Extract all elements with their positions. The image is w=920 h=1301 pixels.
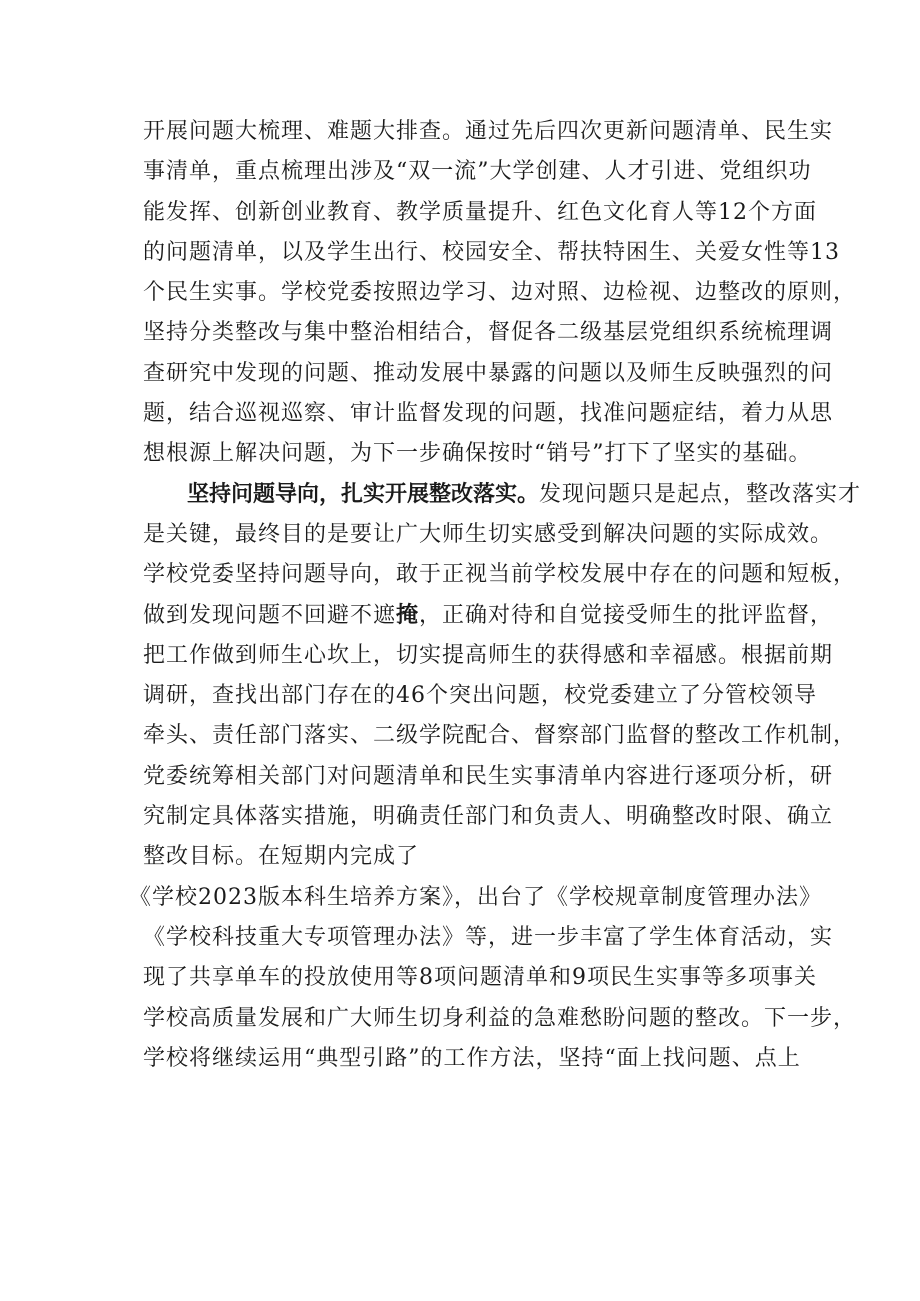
paragraph-text: ，正确对待和自觉接受师生的批评监督， [419,602,834,628]
paragraph-line: 《学校2023版本科生培养方案》，出台了《学校规章制度管理办法》 [129,884,822,910]
document-body [129,112,862,1079]
paragraph-line: 坚持分类整改与集中整治相结合，督促各二级基层党组织系统梳理调 [143,320,834,346]
paragraph-line: 究制定具体落实措施，明确责任部门和负责人、明确整改时限、确立 [143,804,834,830]
paragraph-line: 是关键，最终目的是要让广大师生切实感受到解决问题的实际成效。 [143,521,834,547]
paragraph-line: 党委统筹相关部门对问题清单和民生实事清单内容进行逐项分析，研 [143,763,834,789]
paragraph-line: 题，结合巡视巡察、审计监督发现的问题，找准问题症结，着力从思 [143,401,834,427]
paragraph-line: 把工作做到师生心坎上，切实提高师生的获得感和幸福感。根据前期 [143,642,834,668]
paragraph-line: 学校将继续运用“典型引路”的工作方法，坚持“面上找问题、点上 [143,1045,801,1071]
paragraph-heading: 坚持问题导向，扎实开展整改落实。 [187,481,540,507]
paragraph-line: 开展问题大梳理、难题大排查。通过先后四次更新问题清单、民生实 [143,119,834,144]
paragraph-line: 想根源上解决问题，为下一步确保按时“销号”打下了坚实的基础。 [143,441,812,467]
paragraph-line: 个民生实事。学校党委按照边学习、边对照、边检视、边整改的原则， [143,280,857,306]
paragraph-text: 做到发现问题不回避不遮 [143,602,397,628]
paragraph-first-line [143,475,862,515]
paragraph-line: 现了共享单车的投放使用等8项问题清单和9项民生实事等多项事关 [143,965,817,991]
paragraph-line [143,596,834,636]
paragraph-line: 整改目标。在短期内完成了 [143,844,420,870]
paragraph-2 [143,475,862,878]
emphasized-character: 掩 [396,602,420,628]
paragraph-text: 发现问题只是起点，整改落实才 [539,481,862,507]
paragraph-line: 能发挥、创新创业教育、教学质量提升、红色文化育人等12个方面 [143,199,817,225]
paragraph-line: 学校党委坚持问题导向，敢于正视当前学校发展中存在的问题和短板， [143,562,857,588]
paragraph-line: 学校高质量发展和广大师生切身利益的急难愁盼问题的整改。下一步， [143,1005,857,1031]
paragraph-1 [143,112,857,475]
paragraph-line: 查研究中发现的问题、推动发展中暴露的问题以及师生反映强烈的问 [143,360,834,386]
paragraph-line: 牵头、责任部门落实、二级学院配合、督察部门监督的整改工作机制， [143,723,857,749]
paragraph-line: 事清单，重点梳理出涉及“双一流”大学创建、人才引进、党组织功 [143,159,812,185]
paragraph-line: 调研，查找出部门存在的46个突出问题，校党委建立了分管校领导 [143,683,817,709]
paragraph-line: 的问题清单，以及学生出行、校园安全、帮扶特困生、关爱女性等13 [143,239,840,265]
paragraph-3 [129,878,857,1079]
paragraph-line: 《学校科技重大专项管理办法》等，进一步丰富了学生体育活动，实 [143,924,834,950]
